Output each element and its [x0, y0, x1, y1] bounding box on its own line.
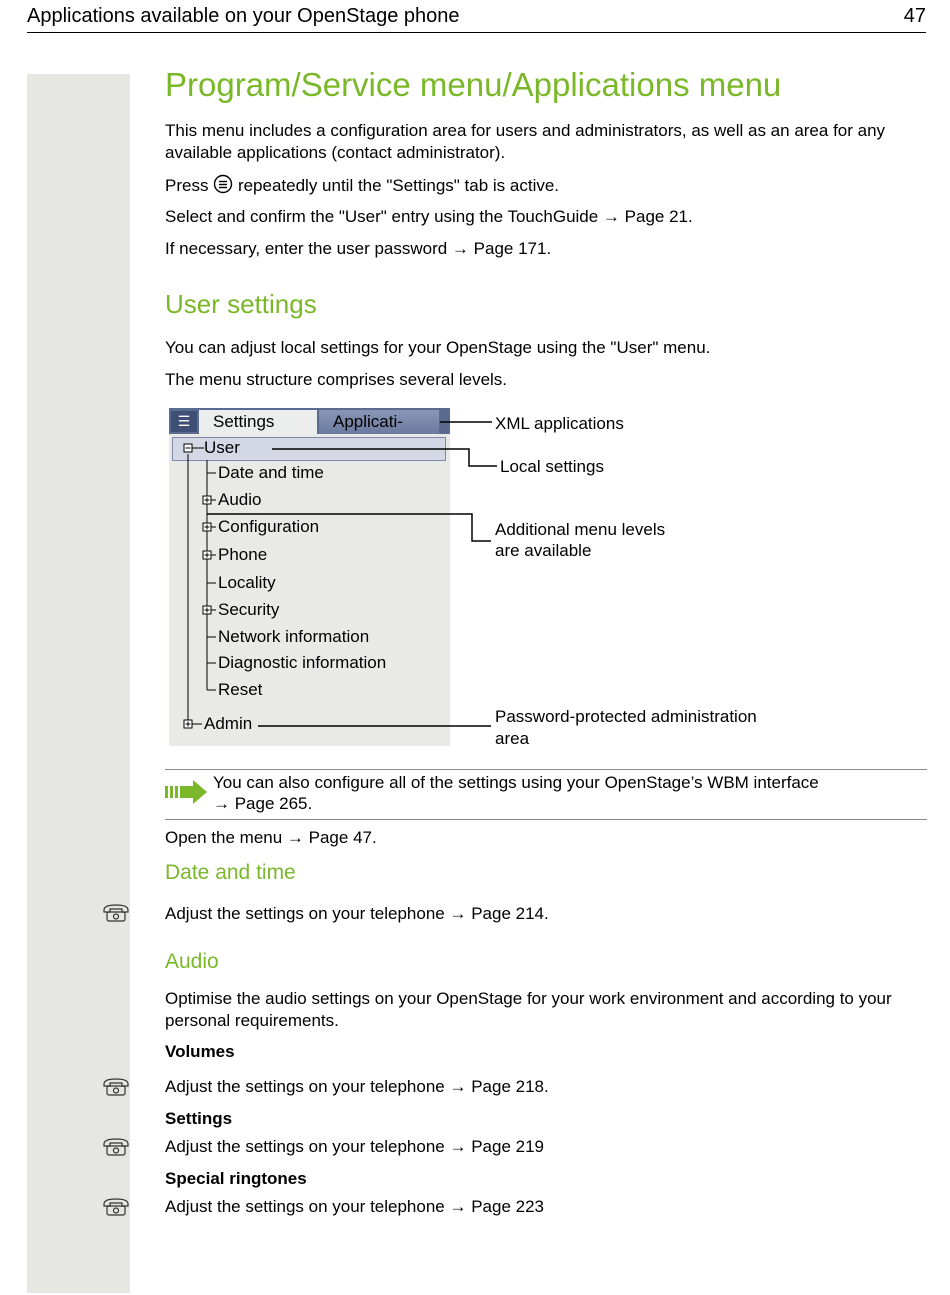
menu-item-locality: Locality	[218, 573, 276, 592]
menu-item-date-time: Date and time	[218, 463, 324, 482]
callout-additional-levels-1: Additional menu levels	[495, 520, 666, 539]
password-instruction: If necessary, enter the user password → Page 171.	[165, 239, 552, 258]
menu-item-reset: Reset	[218, 680, 263, 699]
special-ringtones-text: Adjust the settings on your telephone → Page 223	[165, 1197, 544, 1216]
intro-paragraph: This menu includes a configuration area for users and administrators, as well as an area for any available applications (contact administrator).	[165, 121, 886, 162]
date-time-heading: Date and time	[165, 861, 296, 884]
callout-password-protected-1: Password-protected administration	[495, 707, 757, 726]
volumes-label: Volumes	[165, 1042, 235, 1061]
user-settings-text-2: The menu structure comprises several levels.	[165, 370, 508, 389]
audio-heading: Audio	[165, 950, 219, 973]
press-label: Press	[165, 176, 209, 195]
menu-item-user: User	[204, 438, 240, 457]
menu-item-audio: Audio	[218, 490, 262, 509]
note-bottom-rule	[165, 819, 927, 820]
settings-label: Settings	[165, 1109, 233, 1128]
note-arrow-icon	[165, 778, 209, 806]
note-text-2: → Page 265.	[213, 794, 313, 813]
running-header-title: Applications available on your OpenStage phone	[27, 5, 460, 27]
menu-item-diagnostic-information: Diagnostic information	[218, 653, 387, 672]
select-user-instruction: Select and confirm the "User" entry using the TouchGuide → Page 21.	[165, 207, 693, 226]
volumes-text: Adjust the settings on your telephone → Page 218.	[165, 1077, 549, 1096]
telephone-icon	[102, 903, 130, 923]
user-settings-text-1: You can adjust local settings for your OpenStage using the "User" menu.	[165, 338, 711, 357]
telephone-icon	[102, 1197, 130, 1217]
date-time-text: Adjust the settings on your telephone → Page 214.	[165, 904, 549, 923]
menu-item-admin: Admin	[204, 714, 253, 733]
audio-description: Optimise the audio settings on your OpenStage for your work environment and according to your personal requirements.	[165, 989, 892, 1030]
page-title: Program/Service menu/Applications menu	[165, 66, 782, 103]
open-menu-instruction: Open the menu → Page 47.	[165, 828, 377, 847]
callout-local-settings: Local settings	[500, 457, 604, 476]
callout-password-protected-2: area	[495, 729, 530, 748]
menu-tab-icon: ☰	[171, 411, 197, 432]
callout-additional-levels-2: are available	[495, 541, 592, 560]
tab-applications: Applicati-	[319, 410, 439, 434]
telephone-icon	[102, 1137, 130, 1157]
callout-xml-applications: XML applications	[495, 414, 624, 433]
tab-settings: Settings	[199, 410, 317, 434]
page-number: 47	[903, 5, 926, 27]
special-ringtones-label: Special ringtones	[165, 1169, 307, 1188]
press-rest: repeatedly until the "Settings" tab is active.	[237, 176, 560, 195]
note-text-1: You can also configure all of the settings using your OpenStage’s WBM interface	[213, 773, 819, 792]
menu-item-security: Security	[218, 600, 280, 619]
menu-item-phone: Phone	[218, 545, 268, 564]
settings-text: Adjust the settings on your telephone → Page 219	[165, 1137, 544, 1156]
menu-item-network-information: Network information	[218, 627, 370, 646]
telephone-icon	[102, 1077, 130, 1097]
note-top-rule	[165, 769, 927, 770]
menu-item-configuration: Configuration	[218, 517, 320, 536]
user-settings-heading: User settings	[165, 289, 317, 319]
